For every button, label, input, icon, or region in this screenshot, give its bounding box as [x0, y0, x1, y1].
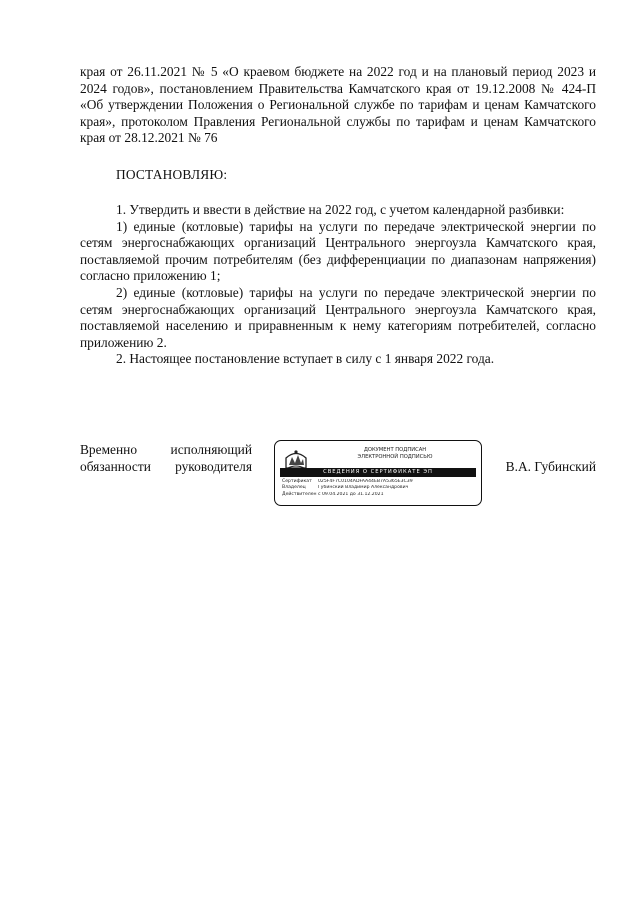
- signatory-name: В.А. Губинский: [505, 459, 596, 474]
- stamp-key: Владелец: [282, 485, 306, 491]
- signatory-role: [80, 442, 252, 475]
- role-line-2: обязанности руководителя: [80, 458, 252, 474]
- stamp-certificate-bar: СВЕДЕНИЯ О СЕРТИФИКАТЕ ЭП: [280, 468, 476, 477]
- stamp-title: [315, 447, 475, 460]
- resolve-text: ПОСТАНОВЛЯЮ:: [116, 167, 228, 182]
- decree-subitem-1: 1) единые (котловые) тарифы на услуги по передаче электрической энергии по сетям энергоснабжающих организаций Центрального энергоузла Камчатского края, поставляемой прочим потребителям (без дифференциации по диапазонам напряжения) согласно приложению 1;: [80, 218, 596, 284]
- stamp-details: [282, 479, 476, 498]
- stamp-value: Губинский Владимир Александрович: [318, 485, 409, 491]
- stamp-value: с 09.04.2021 до 31.12.2021: [318, 491, 384, 497]
- stamp-value: 025F4F7C0104ADFAA44EB7A5365E3C39: [318, 479, 413, 484]
- stamp-key: Сертификат: [282, 479, 312, 484]
- intro-paragraph: [80, 64, 596, 147]
- decree-item-1: 1. Утвердить и ввести в действие на 2022 год, с учетом календарной разбивки:: [116, 202, 565, 217]
- stamp-title-line-1: ДОКУМЕНТ ПОДПИСАН: [363, 447, 427, 453]
- decree-item-2: 2. Настоящее постановление вступает в силу с 1 января 2022 года.: [116, 351, 495, 367]
- role-line-1: Временно исполняющий: [80, 442, 252, 457]
- stamp-row-validity: [282, 492, 476, 498]
- signature-block: [80, 440, 596, 510]
- intro-text: края от 26.11.2021 № 5 «О краевом бюджете на 2022 год и на плановый период 2023 и 2024 годов», постановлением Правительства Камчатского края от 19.12.2008 № 424-П «Об утверждении Положения о Региональной службе по тарифам и ценам Камчатского края», протоколом Правления Региональной службы по тарифам и ценам Камчатского края от 28.12.2021 № 76: [80, 64, 596, 146]
- decree-items: [80, 202, 596, 368]
- resolve-heading: [80, 167, 596, 184]
- e-signature-stamp: [274, 440, 482, 506]
- decree-subitem-2: 2) единые (котловые) тарифы на услуги по передаче электрической энергии по сетям энергоснабжающих организаций Центрального энергоузла Камчатского края, поставляемой населению и приравненным к нему категориям потребителей, согласно приложению 2.: [80, 284, 596, 350]
- stamp-key: Действителен: [282, 491, 317, 497]
- stamp-title-line-2: ЭЛЕКТРОННОЙ ПОДПИСЬЮ: [357, 453, 433, 460]
